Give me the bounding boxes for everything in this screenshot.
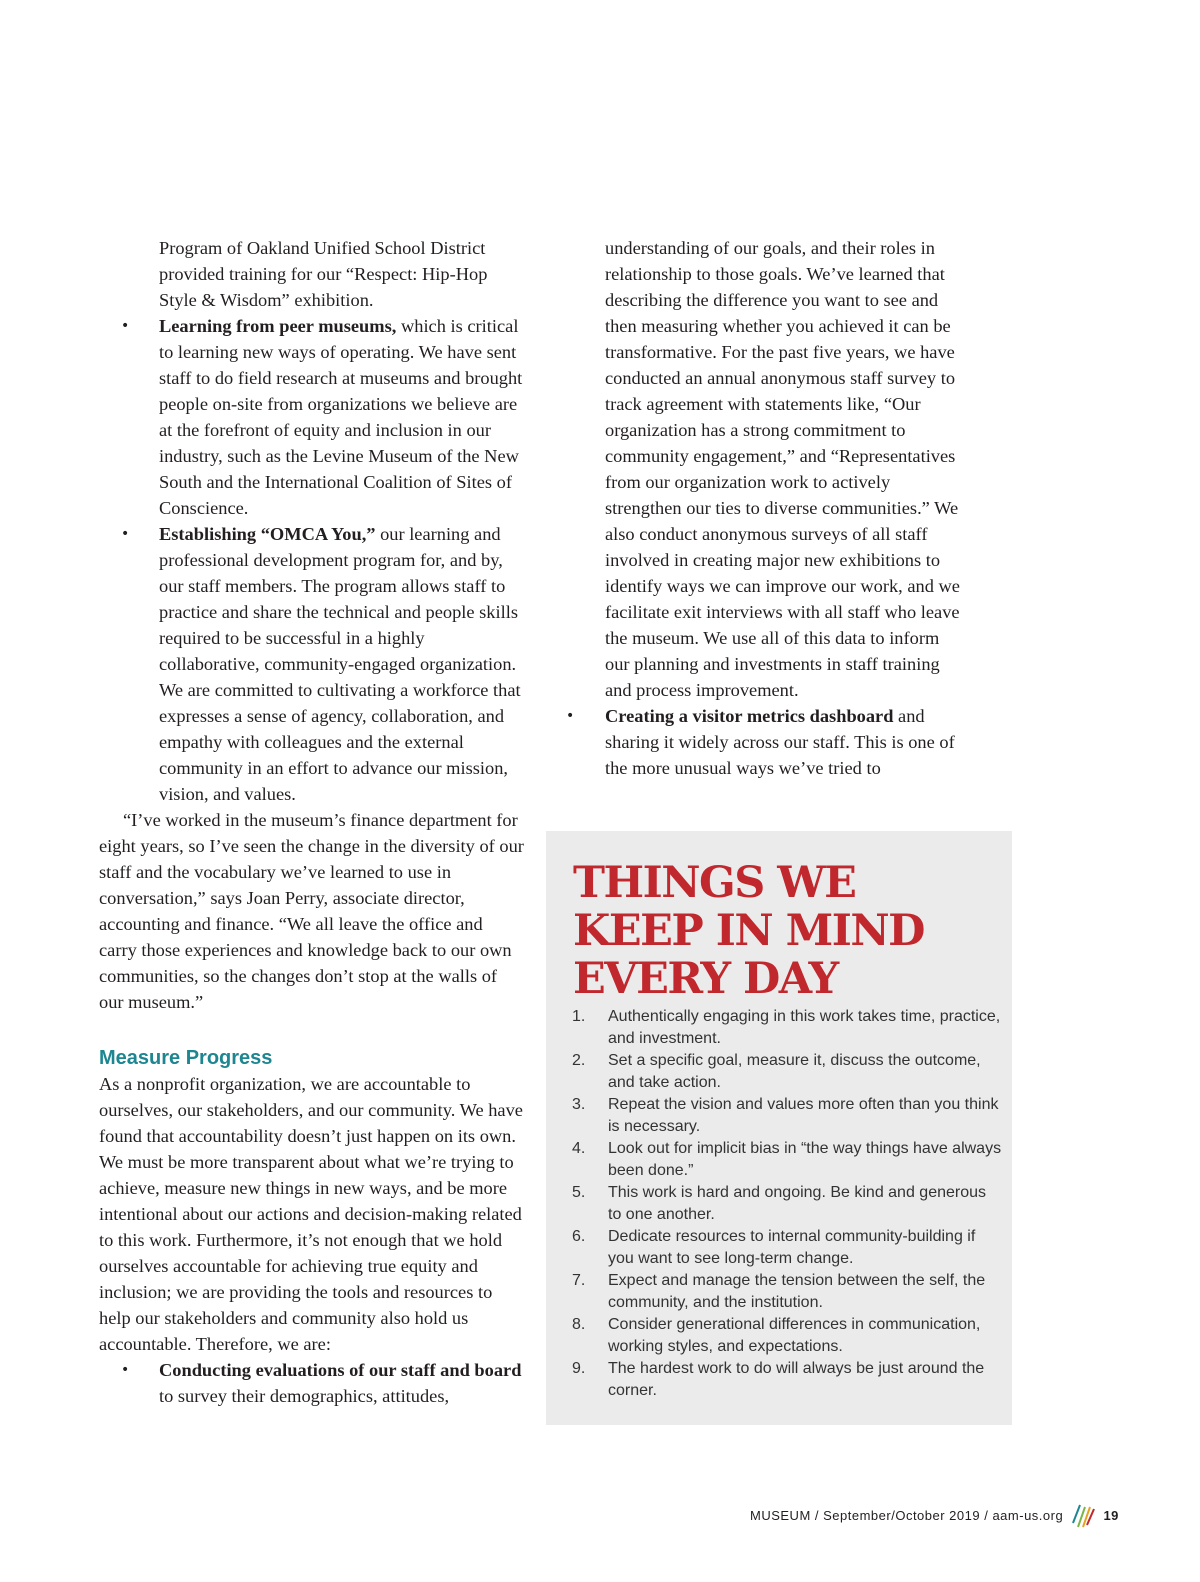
- bullet-text: to survey their demographics, attitudes,: [159, 1386, 450, 1406]
- paragraph-continued: understanding of our goals, and their roles in relationship to those goals. We’ve learned that describing the difference you want to see and then measuring whether you achieved it can be transformative. For the past five years, we have conducted an annual anonymous staff survey to track agreement with statements like, “Our organization has a strong commitment to community engagement,” and “Representatives from our organization work to actively strengthen our ties to diverse communities.” We also conduct anonymous surveys of all staff involved in creating major new exhibitions to identify ways we can improve our work, and we facilitate exit interviews with all staff who leave the museum. We use all of this data to inform our planning and investments in staff training and process improvement.: [605, 238, 960, 700]
- bullet-item: [99, 313, 524, 521]
- list-text: The hardest work to do will always be just around the corner.: [608, 1360, 985, 1399]
- list-text: Dedicate resources to internal community-building if you want to see long-term change.: [608, 1228, 976, 1267]
- quote-paragraph: “I’ve worked in the museum’s finance department for eight years, so I’ve seen the change in the diversity of our staff and the vocabulary we’ve learned to use in conversation,” says Joan Perry, associate director, accounting and finance. “We all leave the office and carry those experiences and knowledge back to our own communities, so the changes don’t stop at the walls of our museum.”: [99, 810, 524, 1012]
- sidebar-list-item: [572, 1182, 1002, 1226]
- bullet-text: which is critical to learning new ways of operating. We have sent staff to do field research at museums and brought people on-site from organizations we believe are at the forefront of equity and inclusion in our industry, such as the Levine Museum of the New South and the International Coalition of Sites of Conscience.: [159, 316, 523, 518]
- list-number: 2.: [572, 1052, 586, 1069]
- list-number: 9.: [572, 1360, 586, 1377]
- bullet-lead: Establishing “OMCA You,”: [159, 524, 376, 544]
- sidebar-list-item: [572, 1358, 1002, 1402]
- list-number: 6.: [572, 1228, 586, 1245]
- list-number: 4.: [572, 1140, 586, 1157]
- left-column: [99, 235, 524, 1409]
- list-number: 7.: [572, 1272, 586, 1289]
- magazine-name: MUSEUM: [750, 1507, 811, 1523]
- sidebar-list-item: [572, 1226, 1002, 1270]
- list-text: This work is hard and ongoing. Be kind and generous to one another.: [608, 1184, 987, 1223]
- sidebar-list-item: [572, 1006, 1002, 1050]
- sidebar-list-item: [572, 1314, 1002, 1358]
- bullet-item: [99, 521, 524, 807]
- list-text: Expect and manage the tension between the self, the community, and the institution.: [608, 1272, 986, 1311]
- list-text: Authentically engaging in this work takes time, practice, and investment.: [608, 1008, 1001, 1047]
- page-footer: MUSEUM / September/October 2019 / aam-us.org 19: [750, 1501, 1150, 1532]
- sidebar-list: [572, 1006, 1002, 1402]
- site-url: aam-us.org: [992, 1507, 1064, 1523]
- section-heading: Measure Progress: [99, 1047, 273, 1069]
- right-column: [605, 235, 965, 781]
- list-text: Consider generational differences in communication, working styles, and expectations.: [608, 1316, 981, 1355]
- bullet-lead: Learning from peer museums,: [159, 316, 397, 336]
- sidebar-box: [546, 831, 1012, 1425]
- list-number: 1.: [572, 1008, 586, 1025]
- list-number: 5.: [572, 1184, 586, 1201]
- sidebar-list-item: [572, 1094, 1002, 1138]
- list-number: 8.: [572, 1316, 586, 1333]
- body-paragraph: As a nonprofit organization, we are accountable to ourselves, our stakeholders, and our community. We have found that accountability doesn’t just happen on its own. We must be more transparent about what we’re trying to achieve, measure new things in new ways, and be more intentional about our actions and decision-making related to this work. Furthermore, it’s not enough that we hold ourselves accountable for achieving true equity and inclusion; we are providing the tools and resources to help our stakeholders and community also hold us accountable. Therefore, we are:: [99, 1074, 523, 1354]
- list-text: Set a specific goal, measure it, discuss the outcome, and take action.: [608, 1052, 981, 1091]
- aam-logo-icon: [1071, 1501, 1095, 1532]
- list-number: 3.: [572, 1096, 586, 1113]
- bullet-text: our learning and professional development program for, and by, our staff members. The program allows staff to practice and share the technical and people skills required to be successful in a highly collaborative, community-engaged organization. We are committed to cultivating a workforce that expresses a sense of agency, collaboration, and empathy with colleagues and the external community in an effort to advance our mission, vision, and values.: [159, 524, 521, 804]
- list-text: Look out for implicit bias in “the way things have always been done.”: [608, 1140, 1002, 1179]
- sidebar-list-item: [572, 1270, 1002, 1314]
- list-text: Repeat the vision and values more often than you think is necessary.: [608, 1096, 999, 1135]
- sidebar-list-item: [572, 1050, 1002, 1094]
- page-number: 19: [1103, 1507, 1119, 1523]
- bullet-text: and sharing it widely across our staff. This is one of the more unusual ways we’ve tried to: [605, 706, 955, 778]
- issue-date: September/October 2019: [823, 1507, 981, 1523]
- sidebar-list-item: [572, 1138, 1002, 1182]
- bullet-item: [572, 703, 965, 781]
- bullet-item: [99, 1357, 524, 1409]
- paragraph-continued: Program of Oakland Unified School District provided training for our “Respect: Hip-Hop Style & Wisdom” exhibition.: [159, 238, 488, 310]
- bullet-lead: Creating a visitor metrics dashboard: [605, 706, 894, 726]
- sidebar-title: THINGS WE KEEP IN MIND EVERY DAY: [573, 858, 924, 1004]
- bullet-lead: Conducting evaluations of our staff and board: [159, 1360, 522, 1380]
